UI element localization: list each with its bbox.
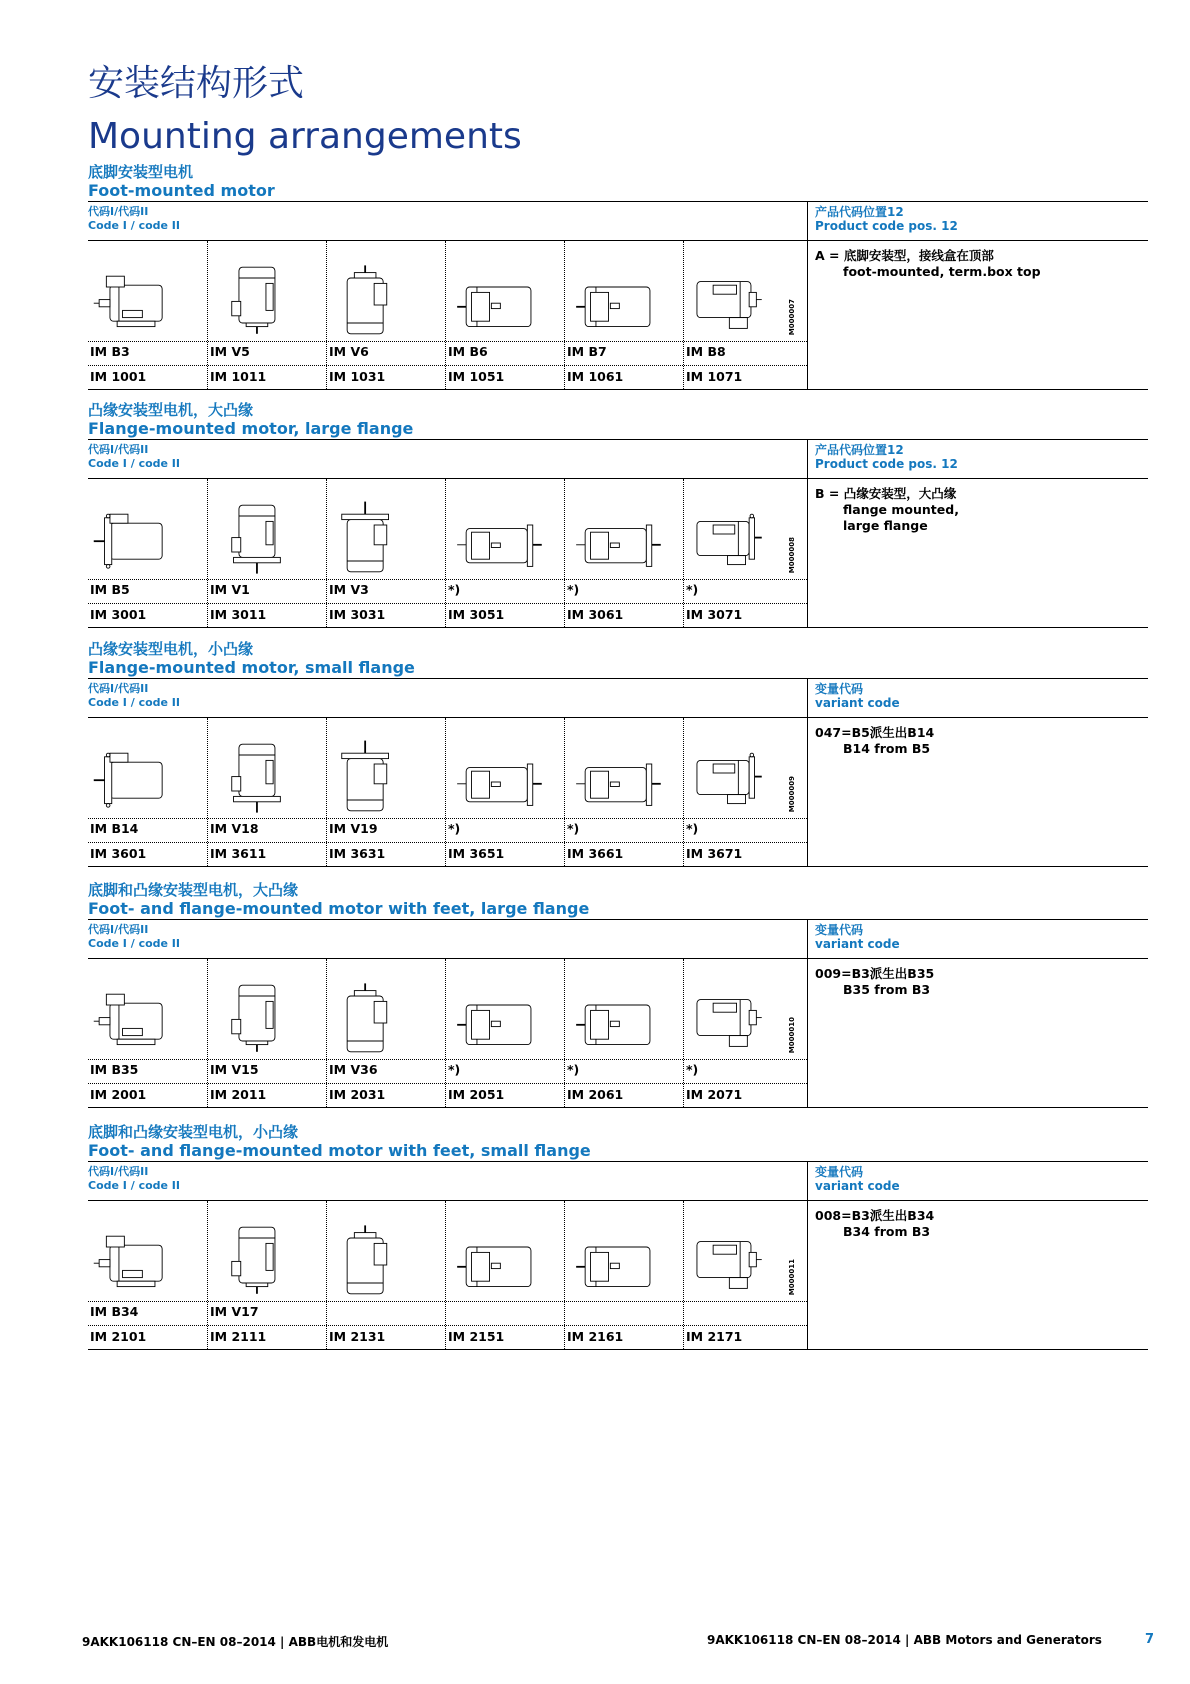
section-title-zh: 凸缘安装型电机，大凸缘: [88, 401, 254, 419]
variant-code-line: B34 from B3: [843, 1224, 931, 1239]
motor-flange-vertical-down-icon: [208, 728, 323, 818]
mounting-cell: [564, 718, 684, 866]
im-code-1: IM B5: [90, 582, 130, 597]
motor-vertical-up-icon: [327, 1211, 442, 1301]
motor-wall-icon: [565, 1211, 680, 1301]
mounting-cell: [564, 479, 684, 627]
section-title-en: Foot- and flange-mounted motor with feet, small flange: [88, 1141, 591, 1160]
mounting-cell: [445, 241, 565, 389]
table-header: [88, 678, 1148, 718]
header-product-code-zh: 变量代码: [815, 682, 864, 696]
mounting-cell: [326, 959, 446, 1107]
section-title-zh: 底脚和凸缘安装型电机，小凸缘: [88, 1123, 299, 1141]
motor-flange-wall-icon: [446, 489, 561, 579]
header-product-code-label: [815, 443, 958, 471]
header-code-label-en: Code I / code II: [88, 1179, 180, 1192]
im-code-1: *): [567, 582, 580, 597]
im-code-1: *): [686, 582, 699, 597]
row-divider: [88, 365, 807, 366]
variant-code-line: large flange: [843, 518, 928, 533]
footer-left: 9AKK106118 CN–EN 08–2014 | ABB电机和发电机: [82, 1635, 389, 1649]
mounting-cell: [326, 241, 446, 389]
table-body: [88, 718, 1148, 867]
im-code-2: IM 3611: [210, 846, 267, 861]
motor-foot-horizontal-icon: [88, 1211, 203, 1301]
im-code-2: IM 3061: [567, 607, 624, 622]
im-code-2: IM 3011: [210, 607, 267, 622]
im-code-1: *): [567, 1062, 580, 1077]
header-product-code-label: [815, 682, 900, 710]
mounting-cell: [207, 959, 327, 1107]
section-heading: [88, 163, 1148, 201]
motor-vertical-down-icon: [208, 251, 323, 341]
row-divider: [88, 818, 807, 819]
mounting-section: [88, 163, 1148, 390]
section-title-en: Foot-mounted motor: [88, 181, 275, 200]
column-divider: [807, 1201, 808, 1349]
variant-code-line: A = 底脚安装型，接线盒在顶部: [815, 248, 994, 263]
motor-vertical-up-icon: [327, 251, 442, 341]
table-body: [88, 241, 1148, 390]
figure-reference: M000007: [788, 299, 796, 336]
mounting-cell: [683, 479, 803, 627]
im-code-1: *): [567, 821, 580, 836]
row-divider: [88, 579, 807, 580]
mounting-cell: [445, 718, 565, 866]
variant-code: [815, 486, 959, 534]
table-header: [88, 439, 1148, 479]
im-code-1: IM V17: [210, 1304, 259, 1319]
im-code-2: IM 2011: [210, 1087, 267, 1102]
row-divider: [88, 1301, 807, 1302]
page-title-en: Mounting arrangements: [88, 116, 522, 157]
variant-code: [815, 248, 1041, 280]
im-code-1: *): [448, 821, 461, 836]
column-divider: [807, 479, 808, 627]
mounting-cell: [88, 479, 207, 627]
mounting-cell: [683, 241, 803, 389]
im-code-2: IM 1071: [686, 369, 743, 384]
mounting-cell: [326, 718, 446, 866]
row-divider: [88, 341, 807, 342]
column-divider: [807, 241, 808, 389]
im-code-2: IM 2131: [329, 1329, 386, 1344]
header-code-label: [88, 443, 180, 471]
footer-right: 9AKK106118 CN–EN 08–2014 | ABB Motors and Generators: [707, 1633, 1102, 1647]
variant-code-line: flange mounted,: [843, 502, 959, 517]
header-code-label: [88, 205, 180, 233]
motor-flange-vertical-down-icon: [208, 489, 323, 579]
im-code-1: IM B3: [90, 344, 130, 359]
mounting-cell: [326, 479, 446, 627]
mounting-cell: [564, 241, 684, 389]
header-product-code-en: variant code: [815, 696, 900, 710]
im-code-1: IM B14: [90, 821, 139, 836]
header-code-label-zh: 代码I/代码II: [88, 443, 149, 456]
mounting-section: [88, 640, 1148, 867]
header-code-label-en: Code I / code II: [88, 696, 180, 709]
variant-code-line: 047=B5派生出B14: [815, 725, 935, 740]
header-code-label-zh: 代码I/代码II: [88, 682, 149, 695]
mounting-cell: [564, 1201, 684, 1349]
im-code-1: IM B7: [567, 344, 607, 359]
section-heading: [88, 640, 1148, 678]
im-code-2: IM 3051: [448, 607, 505, 622]
mounting-section: [88, 881, 1148, 1108]
im-code-2: IM 2111: [210, 1329, 267, 1344]
im-code-1: IM B6: [448, 344, 488, 359]
im-code-2: IM 3001: [90, 607, 147, 622]
motor-flange-ceiling-icon: [684, 489, 799, 579]
page-title-zh: 安装结构形式: [88, 63, 305, 104]
mounting-cell: [445, 1201, 565, 1349]
im-code-2: IM 3651: [448, 846, 505, 861]
im-code-1: IM B34: [90, 1304, 139, 1319]
im-code-2: IM 3071: [686, 607, 743, 622]
table-body: [88, 959, 1148, 1108]
section-title-zh: 底脚和凸缘安装型电机，大凸缘: [88, 881, 299, 899]
mounting-cell: [683, 1201, 803, 1349]
table-header: [88, 919, 1148, 959]
im-code-1: IM V36: [329, 1062, 378, 1077]
mounting-cell: [207, 479, 327, 627]
section-title-en: Flange-mounted motor, small flange: [88, 658, 415, 677]
im-code-1: IM B35: [90, 1062, 139, 1077]
header-product-code-en: Product code pos. 12: [815, 219, 958, 233]
header-divider: [807, 679, 808, 717]
motor-foot-horizontal-icon: [88, 251, 203, 341]
im-code-2: IM 2071: [686, 1087, 743, 1102]
header-code-label-en: Code I / code II: [88, 219, 180, 232]
motor-wall-icon: [446, 1211, 561, 1301]
variant-code-line: B35 from B3: [843, 982, 931, 997]
mounting-cell: [207, 718, 327, 866]
im-code-2: IM 1031: [329, 369, 386, 384]
mounting-cell: [88, 718, 207, 866]
mounting-cell: [564, 959, 684, 1107]
motor-ceiling-icon: [684, 251, 799, 341]
header-code-label: [88, 682, 180, 710]
header-product-code-label: [815, 923, 900, 951]
motor-foot-horizontal-icon: [88, 969, 203, 1059]
motor-wall-icon: [565, 251, 680, 341]
mounting-cell: [88, 1201, 207, 1349]
im-code-2: IM 1061: [567, 369, 624, 384]
motor-flange-vertical-up-icon: [327, 489, 442, 579]
im-code-2: IM 2061: [567, 1087, 624, 1102]
im-code-1: IM V19: [329, 821, 378, 836]
mounting-cell: [207, 241, 327, 389]
im-code-1: IM V15: [210, 1062, 259, 1077]
im-code-1: *): [448, 1062, 461, 1077]
im-code-2: IM 2101: [90, 1329, 147, 1344]
variant-code: [815, 1208, 934, 1240]
motor-flange-vertical-up-icon: [327, 728, 442, 818]
im-code-1: IM V6: [329, 344, 369, 359]
im-code-2: IM 3671: [686, 846, 743, 861]
header-code-label-en: Code I / code II: [88, 937, 180, 950]
im-code-2: IM 3601: [90, 846, 147, 861]
section-heading: [88, 881, 1148, 919]
section-title-zh: 凸缘安装型电机，小凸缘: [88, 640, 254, 658]
motor-flange-ceiling-icon: [684, 728, 799, 818]
im-code-1: IM V18: [210, 821, 259, 836]
im-code-1: *): [686, 821, 699, 836]
motor-ceiling-icon: [684, 969, 799, 1059]
im-code-1: IM V3: [329, 582, 369, 597]
im-code-1: IM V5: [210, 344, 250, 359]
motor-ceiling-icon: [684, 1211, 799, 1301]
header-code-label-zh: 代码I/代码II: [88, 1165, 149, 1178]
mounting-cell: [326, 1201, 446, 1349]
mounting-cell: [445, 479, 565, 627]
variant-code-line: foot-mounted, term.box top: [843, 264, 1041, 279]
im-code-2: IM 2171: [686, 1329, 743, 1344]
row-divider: [88, 1059, 807, 1060]
motor-vertical-down-icon: [208, 1211, 323, 1301]
motor-flange-wall-icon: [565, 728, 680, 818]
im-code-2: IM 3661: [567, 846, 624, 861]
motor-wall-icon: [446, 969, 561, 1059]
page-number: 7: [1145, 1632, 1155, 1647]
motor-flange-wall-icon: [446, 728, 561, 818]
im-code-1: *): [686, 1062, 699, 1077]
variant-code-line: 009=B3派生出B35: [815, 966, 935, 981]
mounting-section: [88, 1123, 1148, 1350]
section-heading: [88, 401, 1148, 439]
motor-wall-icon: [446, 251, 561, 341]
im-code-2: IM 3631: [329, 846, 386, 861]
im-code-2: IM 1051: [448, 369, 505, 384]
row-divider: [88, 603, 807, 604]
im-code-2: IM 2051: [448, 1087, 505, 1102]
header-divider: [807, 920, 808, 958]
im-code-2: IM 2001: [90, 1087, 147, 1102]
header-product-code-label: [815, 1165, 900, 1193]
variant-code: [815, 966, 934, 998]
mounting-cell: [207, 1201, 327, 1349]
im-code-2: IM 2031: [329, 1087, 386, 1102]
figure-reference: M000009: [788, 776, 796, 813]
row-divider: [88, 1325, 807, 1326]
variant-code-line: B14 from B5: [843, 741, 931, 756]
figure-reference: M000010: [788, 1017, 796, 1054]
im-code-1: IM B8: [686, 344, 726, 359]
mounting-cell: [88, 241, 207, 389]
header-product-code-zh: 变量代码: [815, 1165, 864, 1179]
im-code-1: IM V1: [210, 582, 250, 597]
header-code-label-zh: 代码I/代码II: [88, 205, 149, 218]
im-code-2: IM 2161: [567, 1329, 624, 1344]
header-divider: [807, 202, 808, 240]
mounting-cell: [683, 959, 803, 1107]
header-product-code-zh: 变量代码: [815, 923, 864, 937]
im-code-2: IM 3031: [329, 607, 386, 622]
im-code-2: IM 2151: [448, 1329, 505, 1344]
table-header: [88, 201, 1148, 241]
motor-vertical-down-icon: [208, 969, 323, 1059]
header-product-code-zh: 产品代码位置12: [815, 205, 904, 219]
section-title-en: Foot- and flange-mounted motor with feet, large flange: [88, 899, 590, 918]
mounting-cell: [445, 959, 565, 1107]
variant-code-line: 008=B3派生出B34: [815, 1208, 935, 1223]
header-divider: [807, 1162, 808, 1200]
mounting-section: [88, 401, 1148, 628]
table-header: [88, 1161, 1148, 1201]
row-divider: [88, 842, 807, 843]
motor-flange-horizontal-icon: [88, 489, 203, 579]
column-divider: [807, 959, 808, 1107]
header-product-code-en: variant code: [815, 937, 900, 951]
figure-reference: M000008: [788, 537, 796, 574]
mounting-cell: [683, 718, 803, 866]
column-divider: [807, 718, 808, 866]
header-code-label: [88, 923, 180, 951]
table-body: [88, 1201, 1148, 1350]
motor-flange-wall-icon: [565, 489, 680, 579]
header-divider: [807, 440, 808, 478]
motor-wall-icon: [565, 969, 680, 1059]
im-code-2: IM 1011: [210, 369, 267, 384]
header-product-code-en: variant code: [815, 1179, 900, 1193]
section-heading: [88, 1123, 1148, 1161]
header-code-label-en: Code I / code II: [88, 457, 180, 470]
variant-code: [815, 725, 934, 757]
header-product-code-zh: 产品代码位置12: [815, 443, 904, 457]
row-divider: [88, 1083, 807, 1084]
figure-reference: M000011: [788, 1259, 796, 1296]
section-title-en: Flange-mounted motor, large flange: [88, 419, 414, 438]
im-code-2: IM 1001: [90, 369, 147, 384]
im-code-1: *): [448, 582, 461, 597]
motor-flange-horizontal-icon: [88, 728, 203, 818]
header-product-code-en: Product code pos. 12: [815, 457, 958, 471]
mounting-cell: [88, 959, 207, 1107]
motor-vertical-up-icon: [327, 969, 442, 1059]
section-title-zh: 底脚安装型电机: [88, 163, 194, 181]
header-code-label: [88, 1165, 180, 1193]
header-code-label-zh: 代码I/代码II: [88, 923, 149, 936]
variant-code-line: B = 凸缘安装型，大凸缘: [815, 486, 957, 501]
header-product-code-label: [815, 205, 958, 233]
table-body: [88, 479, 1148, 628]
